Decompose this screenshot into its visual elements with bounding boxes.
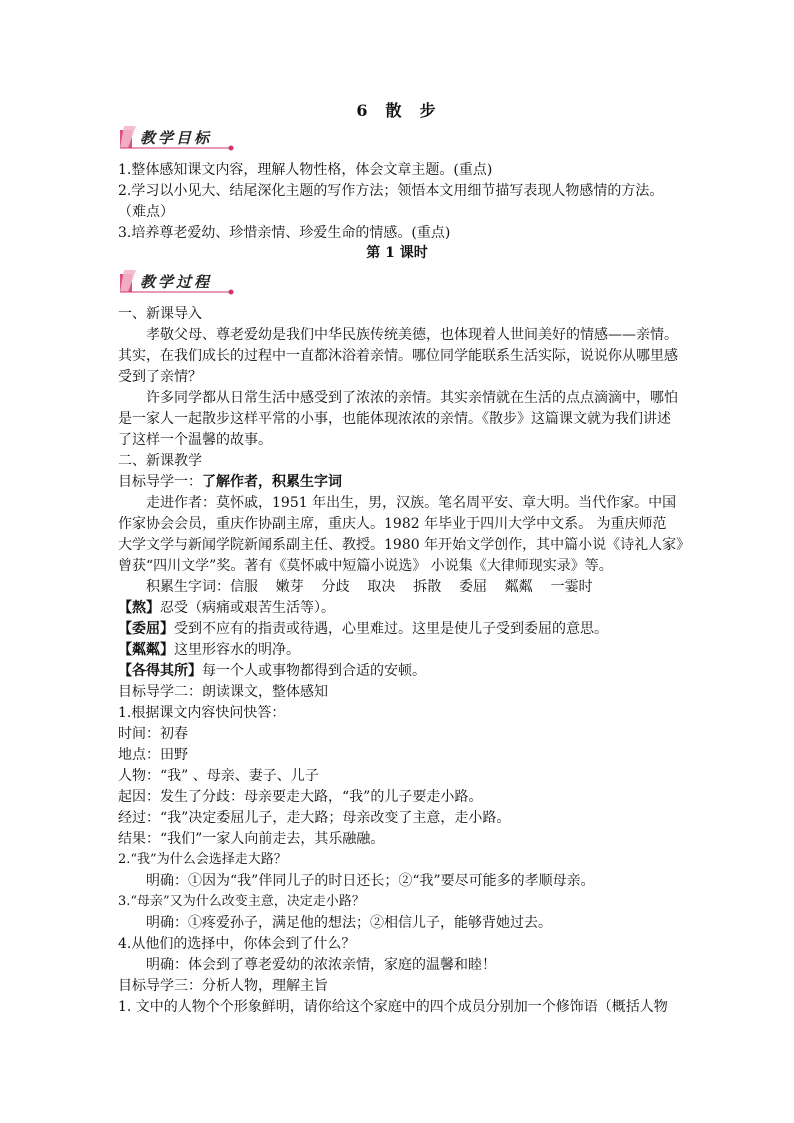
- section-label-goals: 教学目标: [140, 129, 213, 147]
- goal-2-cont: （难点）: [118, 204, 174, 220]
- text-line: 许多同学都从日常生活中感受到了浓浓的亲情。其实亲情就在生活的点点滴滴中，哪怕: [146, 390, 678, 406]
- text-line: 大学文学与新闻学院新闻系副主任、教授。1980 年开始文学创作，其中篇小说《诗礼人家》: [118, 537, 691, 553]
- goal-2: 2.学习以小见大、结尾深化主题的写作方法；领悟本文用细节描写表现人物感情的方法。: [118, 183, 664, 199]
- term: 【粼粼】: [118, 642, 174, 658]
- vocab-line: 积累生字词：信服 嫩芽 分歧 取决 拆散 委屈 粼粼 一霎时: [146, 579, 593, 595]
- goal-1: 1.整体感知课文内容，理解人物性格，体会文章主题。(重点): [118, 162, 493, 178]
- text-line: 作家协会会员，重庆作协副主席，重庆人。1982 年毕业于四川大学中文系。 为重庆师范: [118, 516, 667, 532]
- title-number: 6: [356, 101, 370, 120]
- text-line: 经过：“我”决定委屈儿子，走大路；母亲改变了主意，走小路。: [118, 810, 511, 826]
- text-line: 起因：发生了分歧：母亲要走大路，“我”的儿子要走小路。: [118, 789, 483, 805]
- objective-1: [118, 472, 678, 492]
- text-line: 是一家人一起散步这样平常的小事，也能体现浓浓的亲情。《散步》这篇课文就为我们讲述: [118, 411, 671, 427]
- objective-2: 目标导学二：朗读课文，整体感知: [118, 684, 328, 700]
- text-line: 走进作者：莫怀戚，1951 年出生，男，汉族。笔名周平安、章大明。当代作家。中国: [146, 495, 677, 511]
- objective-label: 目标导学一：: [118, 474, 202, 490]
- definition-line: [118, 619, 678, 639]
- term: 【委屈】: [118, 621, 174, 637]
- definition-line: [118, 640, 678, 660]
- question: 3.“母亲”又为什么改变主意，决定走小路？: [118, 894, 365, 909]
- objective-title: 了解作者，积累生字词: [202, 474, 342, 490]
- question: 2.“我”为什么会选择走大路？: [118, 852, 287, 867]
- title-word-2: 步: [419, 101, 438, 120]
- text-line: 一、新课导入: [118, 306, 202, 322]
- text-line: 其实，在我们成长的过程中一直都沐浴着亲情。哪位同学能联系生活实际，说说你从哪里感: [118, 348, 678, 364]
- section-label-process: 教学过程: [140, 273, 213, 291]
- term: 【熬】: [118, 600, 160, 616]
- term: 【各得其所】: [118, 663, 202, 679]
- section-header-goals: [118, 124, 238, 152]
- answer: 明确：①疼爱孙子，满足他的想法；②相信儿子，能够背她过去。: [146, 915, 552, 931]
- objective-3: 目标导学三：分析人物，理解主旨: [118, 978, 328, 994]
- page-title: [0, 98, 794, 121]
- answer: 明确：①因为“我”伴同儿子的时日还长；②“我”要尽可能多的孝顺母亲。: [146, 873, 595, 889]
- definition: 每一个人或事物都得到合适的安顿。: [202, 663, 426, 679]
- text-line: 时间：初春: [118, 726, 188, 742]
- definition: 这里形容水的明净。: [174, 642, 300, 658]
- text-line: 地点：田野: [118, 747, 188, 763]
- text-line: 孝敬父母、尊老爱幼是我们中华民族传统美德，也体现着人世间美好的情感——亲情。: [146, 327, 678, 343]
- definition-line: [118, 598, 678, 618]
- definition: 受到不应有的指责或待遇，心里难过。这里是使儿子受到委屈的意思。: [174, 621, 608, 637]
- text-line: 1.根据课文内容快问快答：: [118, 705, 286, 721]
- text-line: 结果：“我们”一家人向前走去，其乐融融。: [118, 831, 385, 847]
- question: 4.从他们的选择中，你体会到了什么？: [118, 936, 356, 952]
- text-line: 二、新课教学: [118, 453, 202, 469]
- text-line: 曾获“四川文学”奖。著有《莫怀戚中短篇小说选》 小说集《大律师现实录》等。: [118, 558, 613, 574]
- text-line: 了这样一个温馨的故事。: [118, 432, 272, 448]
- section-header-process: [118, 268, 238, 296]
- definition: 忍受（病痛或艰苦生活等）。: [160, 600, 335, 616]
- text-line: 受到了亲情？: [118, 369, 202, 385]
- definition-line: [118, 661, 678, 681]
- text-line: 1. 文中的人物个个形象鲜明，请你给这个家庭中的四个成员分别加一个修饰语（概括人物: [118, 999, 668, 1015]
- title-word-1: 散: [385, 101, 404, 120]
- goal-3: 3.培养尊老爱幼、珍惜亲情、珍爱生命的情感。(重点): [118, 225, 451, 241]
- lesson-heading: 第 1 课时: [366, 245, 428, 261]
- answer: 明确：体会到了尊老爱幼的浓浓亲情，家庭的温馨和睦！: [146, 957, 496, 973]
- text-line: 人物：“我” 、母亲、妻子、儿子: [118, 768, 319, 784]
